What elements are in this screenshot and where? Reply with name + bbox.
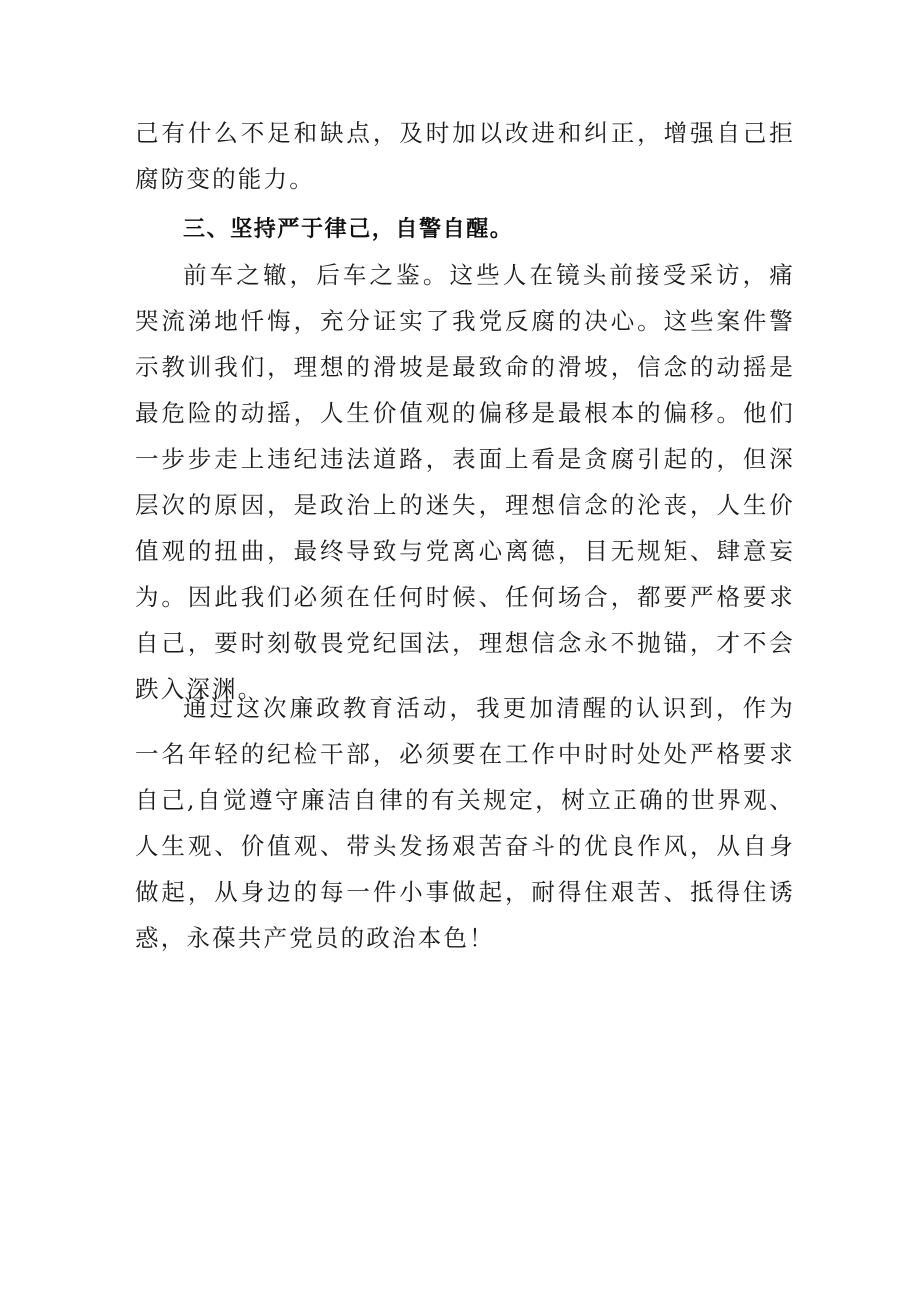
- body-paragraph-1: [135, 252, 795, 712]
- paragraph-text: 通过这次廉政教育活动，我更加清醒的认识到，作为一名年轻的纪检干部，必须要在工作中时时处处严格要求自己,自觉遵守廉洁自律的有关规定，树立正确的世界观、人生观、价值观、带头发扬艰苦奋斗的优良作风，从自身做起，从身边的每一件小事做起，耐得住艰苦、抵得住诱惑，永葆共产党员的政治本色！: [135, 694, 795, 952]
- continuation-paragraph: [135, 110, 795, 202]
- paragraph-text: 前车之辙，后车之鉴。这些人在镜头前接受采访，痛哭流涕地忏悔，充分证实了我党反腐的决心。这些案件警示教训我们，理想的滑坡是最致命的滑坡，信念的动摇是最危险的动摇，人生价值观的偏移是最根本的偏移。他们一步步走上违纪违法道路，表面上看是贪腐引起的，但深层次的原因，是政治上的迷失，理想信念的沦丧，人生价值观的扭曲，最终导致与党离心离德，目无规矩、肆意妄为。因此我们必须在任何时候、任何场合，都要严格要求自己，要时刻敬畏党纪国法，理想信念永不抛锚，才不会跌入深渊。: [135, 261, 795, 703]
- continuation-text: 己有什么不足和缺点，及时加以改进和纠正，增强自己拒腐防变的能力。: [135, 119, 795, 193]
- section-heading: 三、坚持严于律己，自警自醒。: [183, 217, 514, 242]
- body-paragraph-2: [135, 685, 795, 961]
